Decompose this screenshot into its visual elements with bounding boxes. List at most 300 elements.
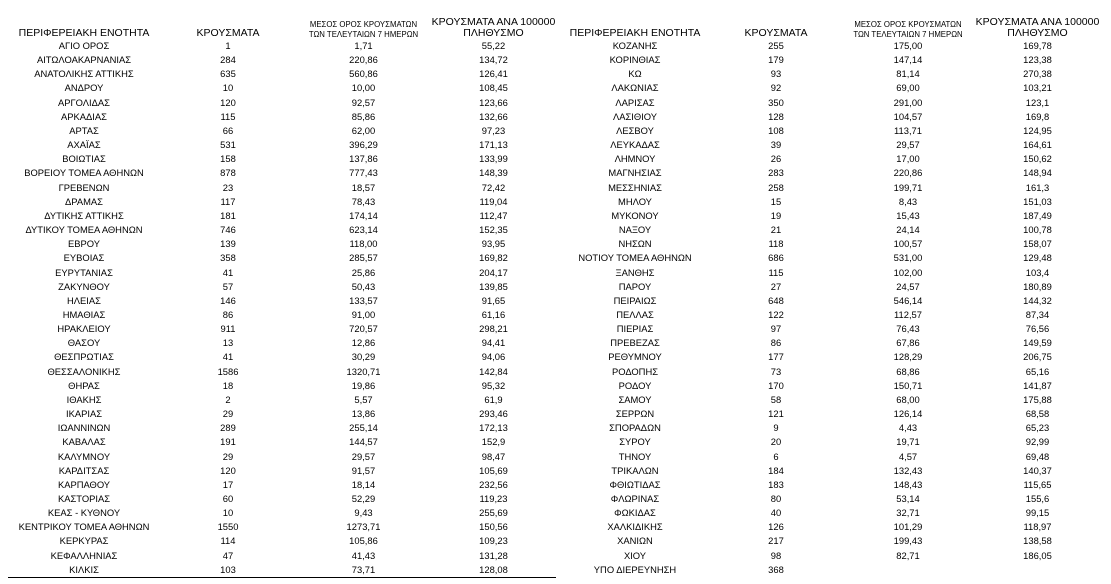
region-cell: ΘΗΡΑΣ [68, 379, 100, 391]
seven-day-average-cell: 8,43 [898, 195, 918, 207]
seven-day-average-cell: 68,00 [896, 393, 920, 405]
cases-per-100000-cell: 169,82 [479, 252, 508, 264]
region-cell: ΕΒΡΟΥ [67, 238, 100, 250]
region-cell: ΞΑΝΘΗΣ [615, 266, 655, 278]
cases-cell: 80 [770, 493, 782, 504]
seven-day-average-cell: 19,86 [351, 379, 376, 391]
table-row [562, 520, 1103, 534]
region-cell: ΜΗΛΟΥ [618, 195, 652, 207]
cases-per-100000-cell: 99,15 [1025, 507, 1050, 519]
cases-cell: 120 [220, 96, 236, 108]
region-cell: ΛΑΡΙΣΑΣ [615, 96, 655, 108]
seven-day-average-cell: 67,86 [896, 337, 920, 349]
cases-header: ΚΡΟΥΣΜΑΤΑ [744, 27, 808, 39]
cases-cell: 103 [220, 563, 236, 575]
table-row [8, 421, 556, 435]
seven-day-average-header-line1: ΜΕΣΟΣ ΟΡΟΣ ΚΡΟΥΣΜΑΤΩΝ [309, 20, 418, 29]
seven-day-average-cell: 76,43 [896, 323, 920, 335]
cases-per-100000-cell: 270,38 [1023, 68, 1052, 80]
cases-per-100000-cell: 123,66 [479, 96, 508, 108]
cases-cell: 1550 [217, 521, 239, 533]
cases-cell: 120 [220, 464, 236, 476]
cases-per-100000-cell: 171,13 [479, 139, 508, 151]
seven-day-average-cell: 91,57 [351, 464, 376, 476]
cases-per-100000-header-line1: ΚΡΟΥΣΜΑΤΑ ΑΝΑ 100000 [975, 16, 1100, 28]
table-row [562, 534, 1103, 548]
seven-day-average-cell: 4,57 [898, 450, 918, 462]
seven-day-average-cell: 175,00 [893, 40, 923, 51]
region-cell: ΚΩ [628, 68, 642, 80]
table-row [8, 450, 556, 464]
seven-day-average-cell: 132,43 [893, 464, 923, 476]
region-cell: ΠΡΕΒΕΖΑΣ [610, 337, 660, 349]
cases-per-100000-cell: 123,38 [1023, 54, 1052, 66]
cases-cell: 60 [222, 493, 234, 504]
table-row [562, 393, 1103, 407]
cases-cell: 57 [222, 280, 234, 292]
region-cell: ΜΑΓΝΗΣΙΑΣ [608, 167, 662, 179]
table-row [562, 492, 1103, 506]
region-cell: ΙΚΑΡΙΑΣ [65, 408, 103, 420]
cases-cell: 289 [220, 422, 236, 434]
cases-cell: 9 [773, 422, 779, 434]
cases-per-100000-cell: 103,4 [1025, 266, 1050, 278]
table-row [562, 181, 1103, 195]
table-row [8, 365, 556, 379]
cases-per-100000-cell: 172,13 [479, 422, 508, 434]
table-row [8, 506, 556, 520]
seven-day-average-cell: 9,43 [354, 507, 373, 519]
table-row [562, 478, 1103, 492]
right-table-body [562, 39, 1103, 577]
table-row [562, 39, 1103, 53]
seven-day-average-cell: 174,14 [349, 209, 378, 221]
cases-cell: 66 [222, 124, 234, 136]
table-row [8, 110, 556, 124]
cases-per-100000-cell: 139,85 [479, 280, 508, 292]
seven-day-average-cell: 91,00 [351, 308, 376, 320]
table-row [562, 110, 1103, 124]
table-row [8, 534, 556, 548]
region-cell: ΕΥΒΟΙΑΣ [63, 252, 105, 264]
cases-per-100000-cell: 100,78 [1023, 224, 1052, 236]
cases-cell: 170 [768, 379, 784, 391]
seven-day-average-cell: 29,57 [351, 450, 376, 462]
seven-day-average-cell: 24,14 [896, 224, 920, 236]
cases-cell: 10 [222, 507, 234, 519]
cases-cell: 92 [770, 82, 782, 94]
cases-per-100000-cell: 97,23 [481, 124, 506, 136]
seven-day-average-cell: 101,29 [893, 521, 923, 533]
table-row [8, 379, 556, 393]
cases-per-100000-cell: 180,89 [1023, 280, 1052, 292]
seven-day-average-cell: 720,57 [349, 323, 378, 335]
cases-cell: 635 [220, 68, 236, 80]
cases-cell: 21 [770, 224, 782, 236]
seven-day-average-cell: 560,86 [349, 68, 378, 80]
cases-per-100000-cell: 206,75 [1023, 351, 1052, 363]
cases-cell: 29 [222, 450, 234, 462]
cases-per-100000-cell: 148,94 [1023, 167, 1052, 179]
region-cell: ΔΡΑΜΑΣ [65, 195, 103, 207]
seven-day-average-cell: 1320,71 [346, 365, 381, 377]
cases-per-100000-cell: 119,04 [479, 195, 508, 207]
region-cell: ΕΥΡΥΤΑΝΙΑΣ [55, 266, 113, 278]
cases-per-100000-header-line2: ΠΛΗΘΥΣΜΟ [1007, 27, 1068, 39]
region-cell: ΖΑΚΥΝΘΟΥ [58, 280, 110, 292]
seven-day-average-cell [844, 563, 972, 577]
seven-day-average-cell: 29,57 [896, 139, 920, 151]
cases-cell: 97 [770, 323, 782, 335]
cases-cell: 2 [225, 393, 231, 405]
cases-per-100000-header [972, 17, 1103, 39]
cases-cell: 6 [773, 450, 779, 462]
region-cell: ΠΙΕΡΙΑΣ [616, 323, 654, 335]
table-row [562, 336, 1103, 350]
cases-per-100000-cell: 95,32 [481, 379, 506, 391]
seven-day-average-header [844, 20, 972, 39]
region-cell: ΚΑΛΥΜΝΟΥ [57, 450, 111, 462]
table-row [562, 96, 1103, 110]
cases-per-100000-cell: 232,56 [479, 478, 508, 490]
region-cell: ΤΗΝΟΥ [618, 450, 652, 462]
cases-per-100000-cell: 175,88 [1023, 393, 1052, 405]
cases-per-100000-cell: 69,48 [1025, 450, 1050, 462]
table-row [562, 308, 1103, 322]
table-row [562, 464, 1103, 478]
seven-day-average-cell: 24,57 [896, 280, 920, 292]
seven-day-average-cell: 18,57 [351, 181, 376, 193]
seven-day-average-cell: 546,14 [893, 294, 923, 306]
seven-day-average-cell: 52,29 [351, 493, 376, 504]
cases-cell: 117 [220, 195, 236, 207]
cases-per-100000-cell: 92,99 [1025, 436, 1050, 448]
table-row [562, 407, 1103, 421]
table-bottom-rule [8, 577, 556, 578]
cases-cell: 93 [770, 68, 782, 80]
cases-cell: 86 [770, 337, 782, 349]
region-cell: ΝΑΞΟΥ [618, 224, 652, 236]
cases-cell: 86 [222, 308, 234, 320]
cases-per-100000-cell: 61,16 [481, 308, 506, 320]
cases-cell: 18 [222, 379, 234, 391]
seven-day-average-cell: 623,14 [349, 224, 378, 236]
seven-day-average-cell: 17,00 [896, 153, 920, 165]
region-cell: ΚΑΡΔΙΤΣΑΣ [58, 464, 110, 476]
seven-day-average-cell: 85,86 [351, 110, 376, 122]
cases-per-100000-cell: 126,41 [479, 68, 508, 80]
cases-per-100000-cell: 72,42 [481, 181, 506, 193]
table-row [562, 223, 1103, 237]
right-table [562, 12, 1103, 577]
cases-cell: 139 [220, 238, 236, 250]
seven-day-average-cell: 133,57 [349, 294, 378, 306]
table-row [8, 96, 556, 110]
table-row [562, 350, 1103, 364]
table-row [562, 563, 1103, 577]
region-cell: ΡΟΔΟΥ [618, 379, 652, 391]
table-row [8, 223, 556, 237]
cases-per-100000-cell: 108,45 [479, 82, 508, 94]
cases-cell: 121 [768, 408, 784, 420]
seven-day-average-cell: 100,57 [893, 238, 923, 250]
cases-cell: 122 [768, 308, 784, 320]
region-cell: ΚΕΑΣ - ΚΥΘΝΟΥ [47, 507, 121, 519]
region-cell: ΚΟΖΑΝΗΣ [612, 40, 658, 51]
cases-per-100000-cell: 151,03 [1023, 195, 1052, 207]
seven-day-average-cell: 147,14 [893, 54, 923, 66]
seven-day-average-cell: 62,00 [351, 124, 376, 136]
table-row [8, 336, 556, 350]
cases-per-100000-cell: 98,47 [481, 450, 506, 462]
region-cell: ΛΕΥΚΑΔΑΣ [610, 139, 660, 151]
cases-per-100000-cell: 94,06 [481, 351, 506, 363]
cases-cell: 126 [768, 521, 784, 533]
left-table-body [8, 39, 556, 577]
cases-per-100000-cell: 105,69 [479, 464, 508, 476]
cases-per-100000-cell: 87,34 [1025, 308, 1050, 320]
cases-cell: 114 [220, 535, 236, 547]
table-row [8, 181, 556, 195]
seven-day-average-cell: 19,71 [896, 436, 920, 448]
region-cell: ΑΝΔΡΟΥ [64, 82, 104, 94]
right-table-header [562, 12, 1103, 39]
cases-per-100000-cell: 150,62 [1023, 153, 1052, 165]
table-row [8, 435, 556, 449]
region-header: ΠΕΡΙΦΕΡΕΙΑΚΗ ΕΝΟΤΗΤΑ [569, 27, 701, 39]
table-row [8, 407, 556, 421]
table-row [8, 39, 556, 53]
seven-day-average-cell: 102,00 [893, 266, 923, 278]
table-row [562, 251, 1103, 265]
cases-per-100000-header-line1: ΚΡΟΥΣΜΑΤΑ ΑΝΑ 100000 [431, 16, 556, 28]
seven-day-average-cell: 118,00 [349, 238, 378, 250]
region-cell: ΣΕΡΡΩΝ [615, 408, 655, 420]
cases-cell: 284 [220, 54, 236, 66]
region-cell: ΧΑΛΚΙΔΙΚΗΣ [607, 521, 663, 533]
cases-cell: 686 [768, 252, 784, 264]
table-row [8, 67, 556, 81]
region-cell: ΘΑΣΟΥ [67, 337, 101, 349]
cases-per-100000-cell: 55,22 [481, 40, 506, 51]
region-cell: ΚΙΛΚΙΣ [69, 563, 99, 575]
seven-day-average-cell: 69,00 [896, 82, 920, 94]
cases-cell: 217 [768, 535, 784, 547]
table-row [562, 209, 1103, 223]
seven-day-average-cell: 15,43 [896, 209, 920, 221]
seven-day-average-cell: 18,14 [351, 478, 376, 490]
seven-day-average-cell: 144,57 [349, 436, 378, 448]
table-row [562, 266, 1103, 280]
cases-per-100000-cell: 148,39 [479, 167, 508, 179]
region-cell: ΜΥΚΟΝΟΥ [611, 209, 659, 221]
region-cell: ΑΝΑΤΟΛΙΚΗΣ ΑΤΤΙΚΗΣ [34, 68, 134, 80]
region-cell: ΗΛΕΙΑΣ [67, 294, 101, 306]
seven-day-average-cell: 92,57 [351, 96, 376, 108]
left-table-header [8, 12, 556, 39]
region-cell: ΓΡΕΒΕΝΩΝ [58, 181, 110, 193]
region-cell: ΗΜΑΘΙΑΣ [62, 308, 106, 320]
table-row [8, 549, 556, 563]
region-cell: ΠΕΛΛΑΣ [616, 308, 654, 320]
cases-cell: 283 [768, 167, 784, 179]
cases-per-100000-cell: 129,48 [1023, 252, 1052, 264]
cases-per-100000-cell: 65,16 [1025, 365, 1050, 377]
cases-cell: 878 [220, 167, 236, 179]
cases-per-100000-cell: 158,07 [1023, 238, 1052, 250]
seven-day-average-cell: 113,71 [894, 124, 922, 136]
region-cell: ΚΟΡΙΝΘΙΑΣ [609, 54, 661, 66]
cases-cell: 15 [770, 195, 782, 207]
table-row [8, 138, 556, 152]
cases-cell: 181 [220, 209, 236, 221]
region-cell: ΣΥΡΟΥ [619, 436, 651, 448]
cases-cell: 29 [222, 408, 234, 420]
seven-day-average-cell: 68,86 [896, 365, 920, 377]
cases-cell: 911 [220, 323, 236, 335]
table-row [562, 152, 1103, 166]
region-cell: ΗΡΑΚΛΕΙΟΥ [57, 323, 111, 335]
cases-cell: 23 [222, 181, 234, 193]
seven-day-average-cell: 4,43 [898, 422, 918, 434]
cases-per-100000-cell: 152,9 [481, 436, 506, 448]
table-row [562, 124, 1103, 138]
table-row [8, 478, 556, 492]
seven-day-average-cell: 50,43 [351, 280, 376, 292]
table-row [8, 350, 556, 364]
region-cell: ΣΑΜΟΥ [618, 393, 652, 405]
cases-cell: 58 [770, 393, 782, 405]
cases-per-100000-cell: 76,56 [1025, 323, 1050, 335]
seven-day-average-cell: 137,86 [349, 153, 378, 165]
cases-cell: 73 [770, 365, 782, 377]
region-cell: ΚΑΡΠΑΘΟΥ [57, 478, 111, 490]
seven-day-average-cell: 105,86 [349, 535, 378, 547]
cases-cell: 191 [220, 436, 236, 448]
cases-per-100000-cell: 131,28 [479, 549, 508, 561]
region-cell: ΒΟΡΕΙΟΥ ΤΟΜΕΑ ΑΘΗΝΩΝ [24, 167, 144, 179]
cases-cell: 368 [768, 563, 784, 575]
seven-day-average-cell: 41,43 [351, 549, 376, 561]
region-cell: ΛΕΣΒΟΥ [616, 124, 654, 136]
cases-per-100000-cell: 128,08 [479, 563, 508, 575]
table-row [562, 67, 1103, 81]
cases-cell: 177 [768, 351, 784, 363]
seven-day-average-cell: 30,29 [351, 351, 376, 363]
cases-cell: 146 [220, 294, 236, 306]
seven-day-average-cell: 13,86 [351, 408, 376, 420]
cases-per-100000-cell: 142,84 [479, 365, 508, 377]
region-cell: ΧΑΝΙΩΝ [617, 535, 653, 547]
cases-cell: 531 [220, 139, 236, 151]
cases-per-100000-cell: 93,95 [481, 238, 506, 250]
region-cell: ΚΕΡΚΥΡΑΣ [59, 535, 109, 547]
cases-cell: 27 [770, 280, 782, 292]
cases-per-100000-cell: 186,05 [1023, 549, 1052, 561]
cases-cell: 184 [768, 464, 784, 476]
region-cell: ΘΕΣΠΡΩΤΙΑΣ [54, 351, 114, 363]
table-row [562, 195, 1103, 209]
seven-day-average-cell: 5,57 [354, 393, 373, 405]
cases-per-100000-cell: 187,49 [1023, 209, 1052, 221]
cases-per-100000-cell: 68,58 [1025, 408, 1050, 420]
region-cell: ΧΙΟΥ [623, 549, 647, 561]
cases-per-100000-cell: 140,37 [1023, 464, 1052, 476]
cases-cell: 19 [770, 209, 782, 221]
table-row [8, 322, 556, 336]
table-row [8, 294, 556, 308]
table-row [562, 166, 1103, 180]
cases-cell: 108 [768, 124, 784, 136]
region-cell: ΔΥΤΙΚΗΣ ΑΤΤΙΚΗΣ [44, 209, 124, 221]
table-row [8, 124, 556, 138]
table-row [8, 209, 556, 223]
cases-per-100000-cell: 134,72 [479, 54, 508, 66]
cases-per-100000-cell: 112,47 [479, 209, 508, 221]
region-cell: ΡΕΘΥΜΝΟΥ [608, 351, 662, 363]
seven-day-average-cell: 82,71 [896, 549, 920, 561]
table-row [8, 81, 556, 95]
cases-per-100000-cell: 152,35 [479, 224, 508, 236]
cases-per-100000-cell: 155,6 [1025, 493, 1050, 504]
table-row [8, 53, 556, 67]
seven-day-average-cell: 32,71 [896, 507, 920, 519]
region-cell: ΛΗΜΝΟΥ [614, 153, 656, 165]
seven-day-average-header [296, 20, 431, 39]
cases-per-100000-cell: 149,59 [1023, 337, 1052, 349]
cases-cell: 746 [220, 224, 236, 236]
region-cell: ΦΩΚΙΔΑΣ [614, 507, 656, 519]
table-row [562, 294, 1103, 308]
cases-per-100000-cell [972, 563, 1103, 577]
cases-per-100000-cell: 164,61 [1023, 139, 1052, 151]
table-row [562, 421, 1103, 435]
seven-day-average-cell: 285,57 [349, 252, 378, 264]
seven-day-average-cell: 1273,71 [346, 521, 381, 533]
cases-per-100000-cell: 61,9 [484, 393, 503, 405]
table-row [562, 549, 1103, 563]
region-cell: ΙΘΑΚΗΣ [66, 393, 102, 405]
table-row [8, 393, 556, 407]
region-cell: ΔΥΤΙΚΟΥ ΤΟΜΕΑ ΑΘΗΝΩΝ [25, 224, 143, 236]
region-cell: ΛΑΣΙΘΙΟΥ [612, 110, 658, 122]
cases-per-100000-cell: 161,3 [1025, 181, 1050, 193]
table-row [8, 280, 556, 294]
cases-per-100000-cell: 118,97 [1023, 521, 1052, 533]
region-cell: ΑΓΙΟ ΟΡΟΣ [58, 40, 110, 51]
seven-day-average-cell: 25,86 [351, 266, 376, 278]
cases-per-100000-cell: 103,21 [1023, 82, 1052, 94]
table-row [562, 138, 1103, 152]
cases-cell: 258 [768, 181, 784, 193]
cases-cell: 1 [225, 40, 231, 51]
table-row [8, 152, 556, 166]
seven-day-average-cell: 126,14 [893, 408, 923, 420]
cases-cell: 13 [222, 337, 234, 349]
region-cell: ΡΟΔΟΠΗΣ [611, 365, 659, 377]
cases-cell: 115 [768, 266, 784, 278]
cases-cell: 17 [222, 478, 234, 490]
cases-cell: 358 [220, 252, 236, 264]
seven-day-average-cell: 291,00 [893, 96, 923, 108]
cases-per-100000-cell: 169,8 [1025, 110, 1050, 122]
cases-cell: 255 [768, 40, 784, 51]
seven-day-average-header-line1: ΜΕΣΟΣ ΟΡΟΣ ΚΡΟΥΣΜΑΤΩΝ [854, 20, 962, 29]
table-row [8, 308, 556, 322]
region-cell: ΘΕΣΣΑΛΟΝΙΚΗΣ [47, 365, 121, 377]
region-cell: ΥΠΟ ΔΙΕΡΕΥΝΗΣΗ [593, 563, 677, 575]
cases-cell: 118 [768, 238, 784, 250]
